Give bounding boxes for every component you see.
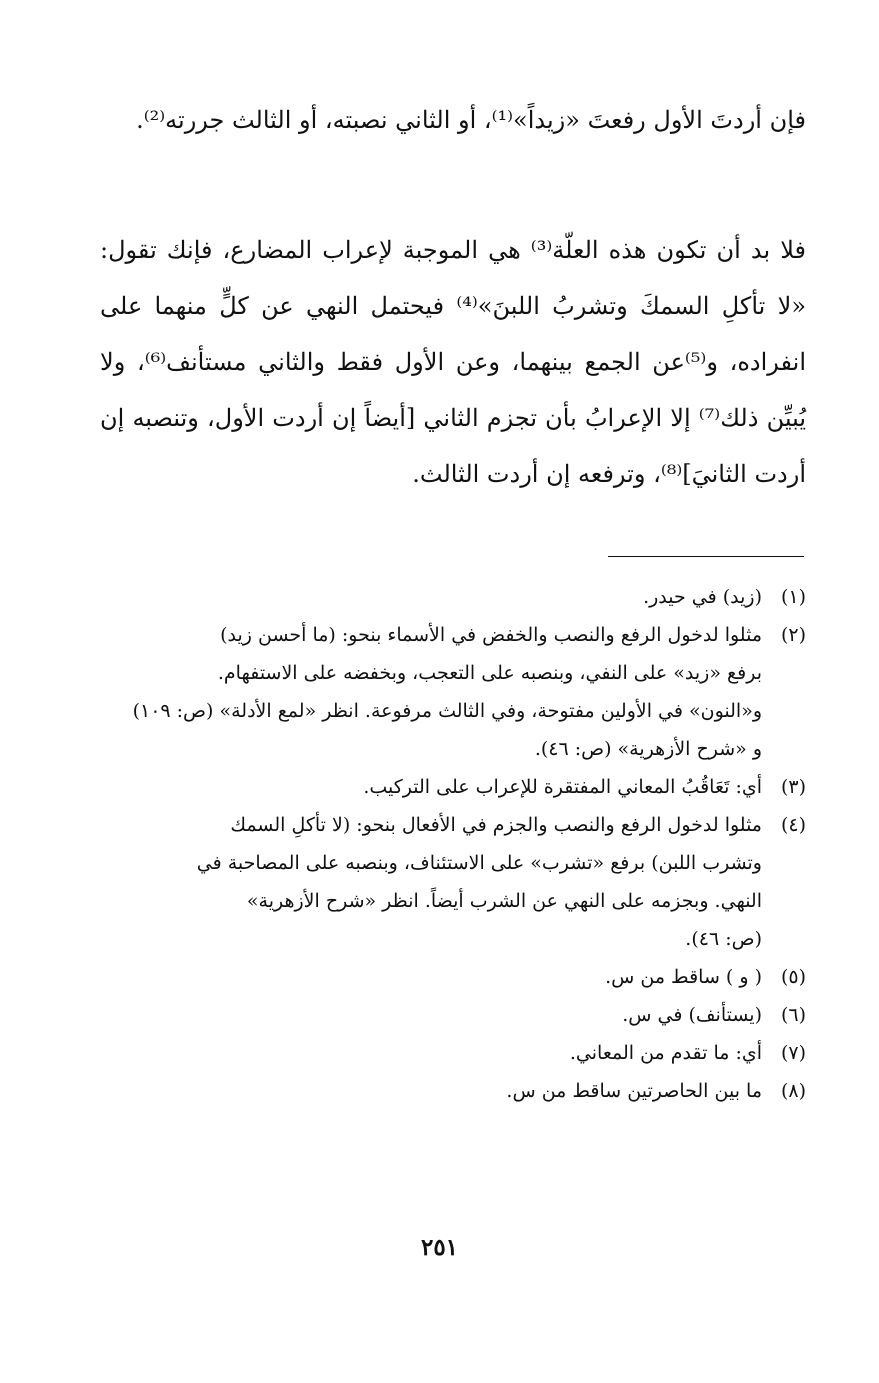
footnote-item — [100, 1072, 806, 1110]
footnote-item — [100, 996, 806, 1034]
footnote-text-line: مثلوا لدخول الرفع والنصب والخفض في الأسماء بنحو: (ما أحسن زيد) — [220, 624, 762, 646]
footnote-text-line: ما بين الحاصرتين ساقط من س. — [506, 1080, 762, 1102]
footnote-number: (٤) — [780, 814, 806, 836]
footnote-text-line: و «شرح الأزهرية» (ص: ٤٦). — [534, 738, 762, 760]
footnote-number: (٧) — [780, 1042, 806, 1064]
footnote-number: (٨) — [780, 1080, 806, 1102]
page-number: ٢٥١ — [420, 1234, 459, 1261]
footnote-item — [100, 1034, 806, 1072]
footnote-text-line: ( و ) ساقط من س. — [605, 966, 762, 988]
footnote-number: (٣) — [780, 776, 806, 798]
footnote-text-line: (ص: ٤٦). — [685, 928, 762, 950]
footnote-text-line: أي: ما تقدم من المعاني. — [569, 1042, 762, 1064]
footnotes-list — [100, 578, 806, 1110]
footnote-number: (٦) — [780, 1004, 806, 1026]
footnote-text-line: (زيد) في حيدر. — [643, 586, 762, 608]
footnote-text-line: برفع «زيد» على النفي، وبنصبه على التعجب، وبخفضه على الاستفهام. — [217, 662, 762, 684]
footnote-text-line: النهي. وبجزمه على النهي عن الشرب أيضاً. انظر «شرح الأزهرية» — [246, 890, 762, 912]
footnote-text-line: و«النون» في الأولين مفتوحة، وفي الثالث مرفوعة. انظر «لمع الأدلة» (ص: ١٠٩) — [132, 700, 762, 722]
body-paragraph-2: فلا بد أن تكون هذه العلّة⁽³⁾ هي الموجبة لإعراب المضارع، فإنك تقول: «لا تأكلِ السمكَ وتشربُ اللبنَ»⁽⁴⁾ فيحتمل النهي عن كلٍّ منهما على انفراده، و⁽⁵⁾عن الجمع بينهما، وعن الأول فقط والثاني مستأنف⁽⁶⁾، ولا يُبيِّن ذلك⁽⁷⁾ إلا الإعرابُ بأن تجزم الثاني [أيضاً إن أردت الأول، وتنصبه إن أردت الثانيَ]⁽⁸⁾، وترفعه إن أردت الثالث. — [100, 236, 807, 488]
body-paragraph-1: فإن أردتَ الأول رفعتَ «زيداً»⁽¹⁾، أو الثاني نصبته، أو الثالث جررته⁽²⁾. — [136, 106, 806, 134]
footnote-text-line: وتشرب اللبن) برفع «تشرب» على الاستئناف، وبنصبه على المصاحبة في — [196, 852, 762, 874]
footnote-separator — [608, 556, 804, 557]
footnote-item — [100, 768, 806, 806]
footnote-text-line: أي: تَعَاقُبُ المعاني المفتقرة للإعراب على التركيب. — [363, 776, 762, 798]
footnote-item — [100, 578, 806, 616]
footnote-number: (٢) — [780, 624, 806, 646]
footnote-number: (١) — [780, 586, 806, 608]
footnote-number: (٥) — [780, 966, 806, 988]
footnote-item — [100, 806, 806, 958]
footnote-text-line: (يستأنف) في س. — [622, 1004, 762, 1026]
footnote-item — [100, 958, 806, 996]
footnote-text-line: مثلوا لدخول الرفع والنصب والجزم في الأفعال بنحو: (لا تأكلِ السمك — [230, 814, 762, 836]
footnote-item — [100, 616, 806, 768]
